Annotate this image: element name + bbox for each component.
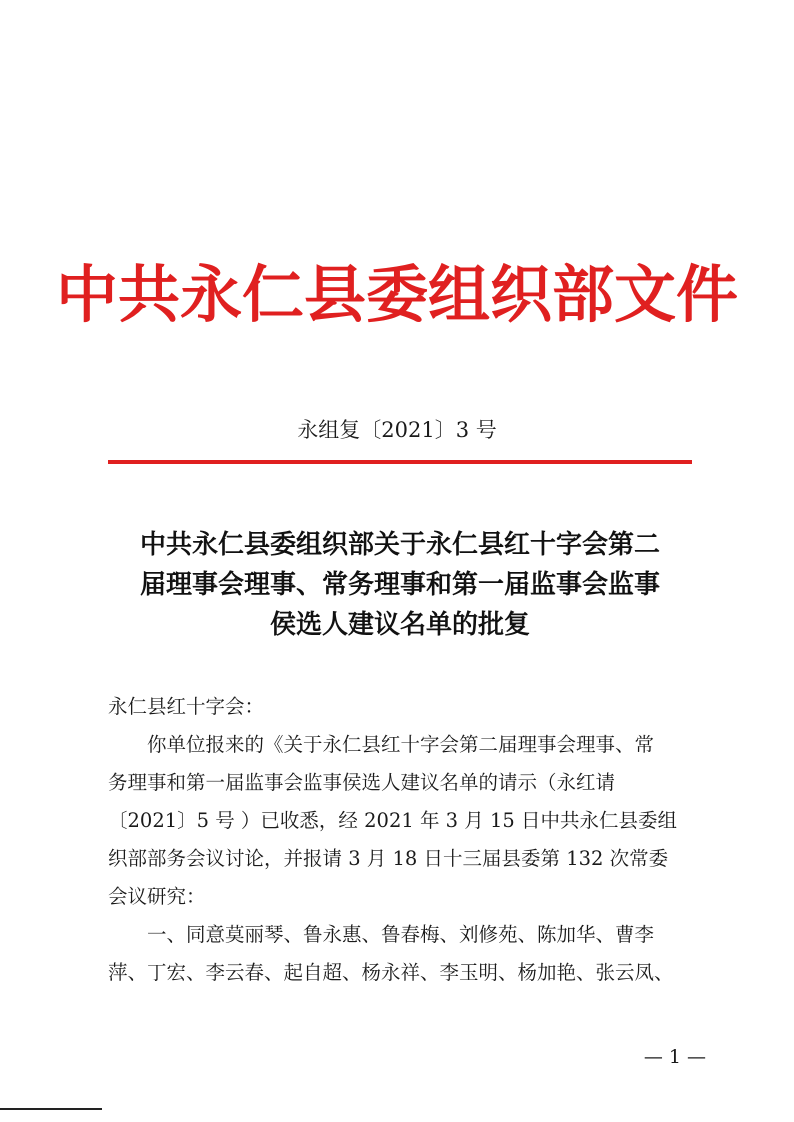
item-line: 萍、丁宏、李云春、起自超、杨永祥、李玉明、杨加艳、张云凤、 bbox=[108, 961, 674, 984]
body-line: 织部部务会议讨论，并报请 3 月 18 日十三届县委第 132 次常委 bbox=[108, 847, 669, 870]
body-line: 你单位报来的《关于永仁县红十字会第二届理事会理事、常 bbox=[147, 733, 655, 756]
document-number: 永组复〔2021〕3 号 bbox=[297, 418, 497, 442]
page-number: — 1 — bbox=[643, 1046, 706, 1068]
document-title bbox=[100, 525, 700, 645]
bottom-edge-line bbox=[0, 1108, 102, 1110]
red-divider-line bbox=[108, 460, 692, 464]
document-body bbox=[108, 688, 698, 992]
document-title-line: 侯选人建议名单的批复 bbox=[269, 610, 530, 640]
document-title-line: 中共永仁县委组织部关于永仁县红十字会第二 bbox=[139, 530, 660, 560]
salutation: 永仁县红十字会： bbox=[108, 695, 265, 718]
body-line: 务理事和第一届监事会监事侯选人建议名单的请示（永红请 bbox=[108, 771, 616, 794]
document-title-line: 届理事会理事、常务理事和第一届监事会监事 bbox=[139, 570, 660, 600]
document-header-title: 中共永仁县委组织部文件 bbox=[55, 258, 738, 331]
body-line: 〔2021〕5 号 ）已收悉，经 2021 年 3 月 15 日中共永仁县委组 bbox=[108, 809, 677, 832]
item-line: 一、同意莫丽琴、鲁永惠、鲁春梅、刘修苑、陈加华、曹李 bbox=[147, 923, 655, 946]
body-line: 会议研究： bbox=[108, 885, 206, 908]
